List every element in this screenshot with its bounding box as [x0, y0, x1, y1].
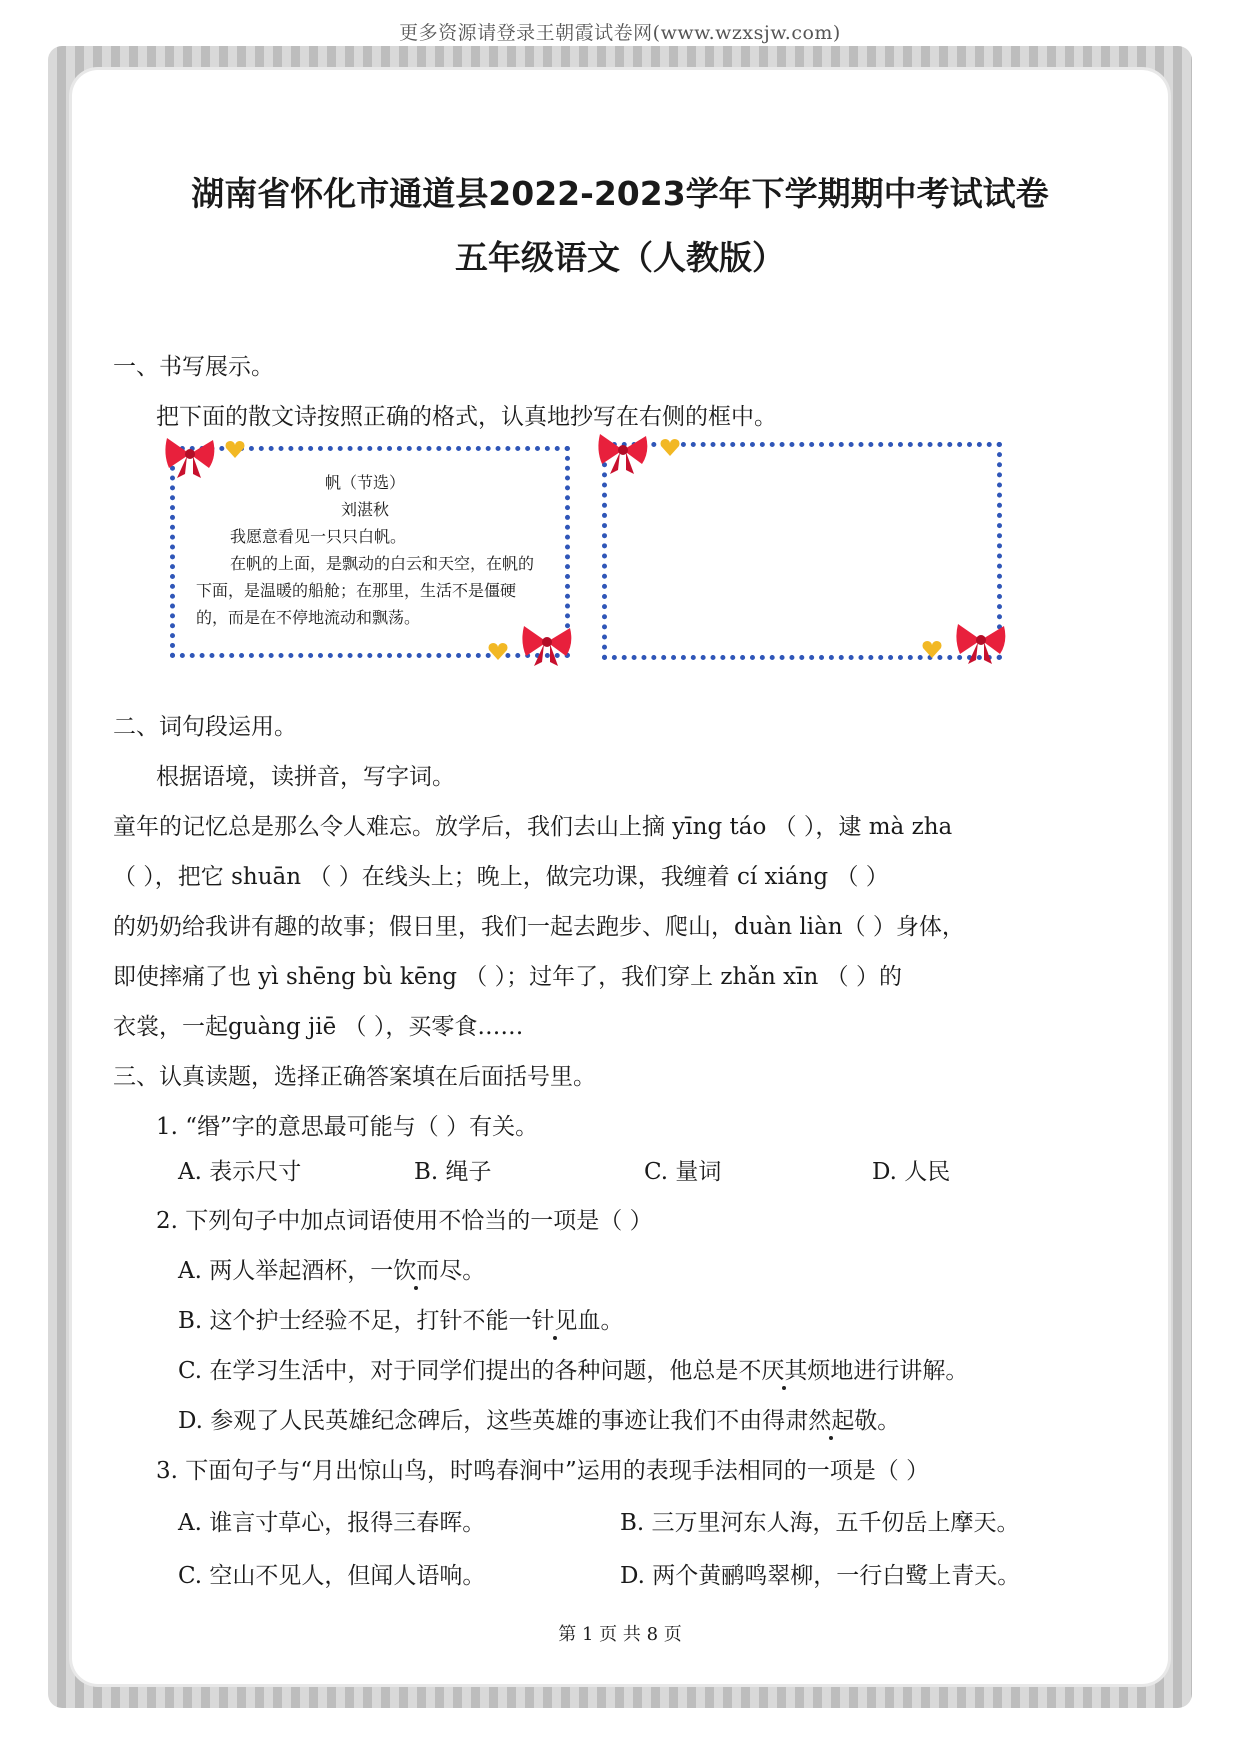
- option-text: 地进行讲解。: [830, 1358, 969, 1384]
- pinyin-line: 即使摔痛了也 yì shēng bù kēng （ ）；过年了，我们穿上 zhǎn xīn （ ）的: [113, 964, 902, 990]
- poem-author: 刘湛秋: [340, 500, 389, 519]
- q2-option-c[interactable]: [178, 1352, 968, 1385]
- bow-icon: [954, 618, 1008, 664]
- q3-option-a[interactable]: A. 谁言寸草心，报得三春晖。: [178, 1510, 486, 1536]
- section-2-heading: 二、词句段运用。: [113, 714, 297, 740]
- option-text: B. 这个护士经验不足，打针不能: [178, 1308, 509, 1334]
- option-text: 。: [877, 1408, 901, 1434]
- exam-title: 湖南省怀化市通道县2022-2023学年下学期期中考试试卷: [191, 174, 1049, 213]
- option-text: C. 在学习生活中，对于同学们提出的各种问题，他总是: [178, 1358, 739, 1384]
- q2-option-a[interactable]: [178, 1252, 485, 1285]
- exam-subtitle: 五年级语文（人教版）: [455, 238, 785, 277]
- page-number: 第 1 页 共 8 页: [558, 1624, 682, 1645]
- emphasized-phrase: 一针见血: [508, 1308, 601, 1334]
- q2-option-b[interactable]: [178, 1302, 624, 1335]
- emphasized-phrase: 肃然起敬: [785, 1408, 878, 1434]
- section-1-instruction: 把下面的散文诗按照正确的格式，认真地抄写在右侧的框中。: [156, 404, 777, 430]
- question-1: 1. “缗”字的意思最可能与（ ）有关。: [156, 1114, 539, 1140]
- question-3: 3. 下面句子与“月出惊山鸟，时鸣春涧中”运用的表现手法相同的一项是（ ）: [156, 1458, 930, 1484]
- heart-icon: [660, 438, 680, 456]
- q1-option-c[interactable]: C. 量词: [644, 1159, 722, 1185]
- site-banner: 更多资源请登录王朝霞试卷网(www.wzxsjw.com): [399, 22, 841, 44]
- pinyin-line: 的奶奶给我讲有趣的故事；假日里，我们一起去跑步、爬山，duàn liàn（ ）身体，: [113, 914, 965, 940]
- option-text: A. 两人举起酒杯，: [178, 1258, 371, 1284]
- q2-option-d[interactable]: [178, 1402, 900, 1435]
- heart-icon: [922, 640, 942, 658]
- pinyin-line: （ ），把它 shuān （ ）在线头上；晚上，做完功课，我缠着 cí xiáng （ ）: [113, 864, 889, 890]
- q1-option-b[interactable]: B. 绳子: [414, 1159, 492, 1185]
- question-2: 2. 下列句子中加点词语使用不恰当的一项是（ ）: [156, 1208, 653, 1234]
- q1-option-a[interactable]: A. 表示尺寸: [178, 1159, 302, 1185]
- q3-option-d[interactable]: D. 两个黄鹂鸣翠柳，一行白鹭上青天。: [620, 1563, 1021, 1589]
- q1-option-d[interactable]: D. 人民: [872, 1159, 951, 1185]
- copy-answer-box[interactable]: [602, 442, 1002, 660]
- pinyin-line: 衣裳，一起guàng jiē （ ），买零食……: [113, 1014, 524, 1040]
- poem-first-line: 我愿意看见一只只白帆。: [230, 527, 407, 546]
- bow-icon: [596, 428, 650, 474]
- option-text: 。: [600, 1308, 624, 1334]
- option-text: 。: [462, 1258, 486, 1284]
- emphasized-phrase: 一饮而尽: [370, 1258, 463, 1284]
- pinyin-line: 童年的记忆总是那么令人难忘。放学后，我们去山上摘 yīng táo （ ），逮 mà zha: [113, 814, 953, 840]
- section-3-heading: 三、认真读题，选择正确答案填在后面括号里。: [113, 1064, 596, 1090]
- poem-paragraph: 在帆的上面，是飘动的白云和天空，在帆的下面，是温暖的船舱；在那里，生活不是僵硬的，而是在不停地流动和飘荡。: [196, 554, 535, 627]
- heart-icon: [488, 642, 508, 660]
- emphasized-phrase: 不厌其烦: [738, 1358, 831, 1384]
- q3-option-c[interactable]: C. 空山不见人，但闻人语响。: [178, 1563, 486, 1589]
- q3-option-b[interactable]: B. 三万里河东人海，五千仞岳上摩天。: [620, 1510, 1020, 1536]
- heart-icon: [225, 440, 245, 458]
- section-2-instruction: 根据语境，读拼音，写字词。: [156, 764, 455, 790]
- option-text: D. 参观了人民英雄纪念碑后，这些英雄的事迹让我们不由得: [178, 1408, 786, 1434]
- section-1-heading: 一、书写展示。: [113, 354, 274, 380]
- poem-title: 帆（节选）: [324, 473, 405, 492]
